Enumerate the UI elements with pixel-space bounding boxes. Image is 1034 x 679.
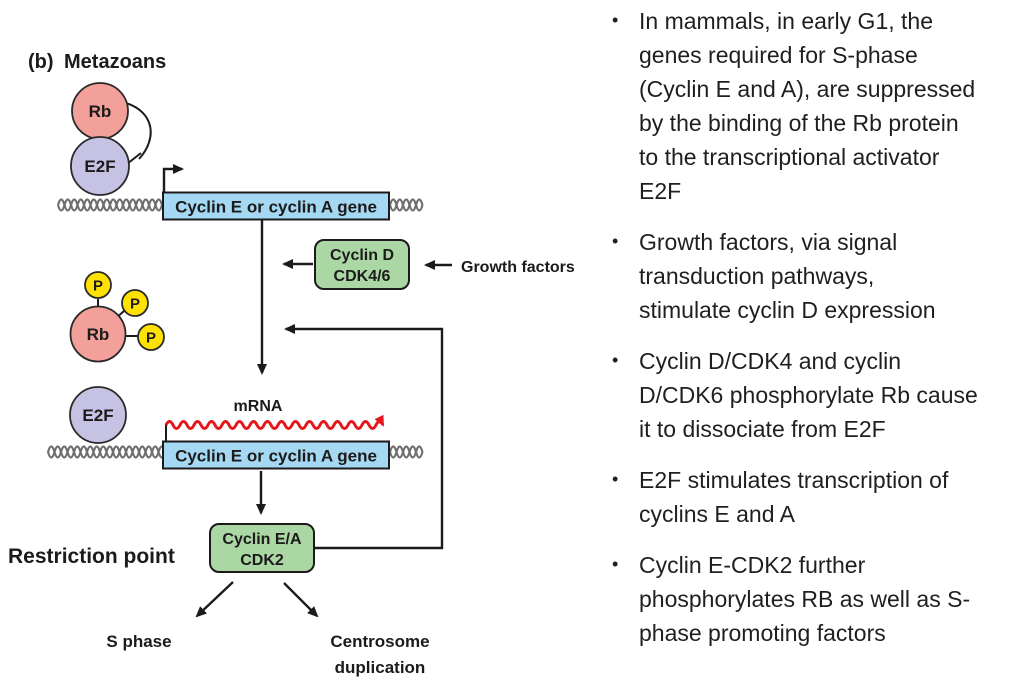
arrow-to-s-phase	[197, 582, 233, 616]
bullet-dot: •	[612, 350, 619, 370]
bullet-text-line: genes required for S-phase	[639, 42, 918, 68]
bullet-dot: •	[612, 469, 619, 489]
bullet-text-line: Cyclin D/CDK4 and cyclin	[639, 348, 902, 374]
centrosome-label-line1: Centrosome	[330, 632, 430, 651]
centrosome-label-line2: duplication	[334, 658, 426, 677]
phospho-rb-group	[71, 272, 165, 362]
bullet-text-line: to the transcriptional activator	[639, 144, 940, 170]
rb-inhibition-curve	[126, 103, 151, 159]
e2f-bound-label: E2F	[84, 157, 116, 176]
panel-label: (b)	[28, 51, 54, 73]
notes-panel	[610, 4, 1034, 667]
bullet-text-line: stimulate cyclin D expression	[639, 297, 936, 323]
transcription-start-arrow	[164, 169, 182, 192]
feedback-arrow	[286, 329, 442, 548]
bullet-dot: •	[612, 231, 619, 251]
cdk46-label: CDK4/6	[333, 268, 391, 285]
growth-factors-label: Growth factors	[461, 259, 575, 276]
bullet-dot: •	[612, 554, 619, 574]
restriction-point-label: Restriction point	[8, 545, 175, 568]
bullet-dot: •	[612, 10, 619, 30]
bullet-text-line: Growth factors, via signal	[639, 229, 898, 255]
phosphate-label-1: P	[92, 277, 104, 295]
bullet-item-1	[610, 4, 1034, 208]
bullet-text-line: In mammals, in early G1, the	[639, 8, 933, 34]
bullet-text-line: cyclins E and A	[639, 501, 795, 527]
bullet-text-line: by the binding of the Rb protein	[639, 110, 959, 136]
gene-box-top-label: Cyclin E or cyclin A gene	[175, 197, 377, 217]
bullet-text-line: phase promoting factors	[639, 620, 886, 646]
phosphate-label-2: P	[129, 295, 141, 313]
bullet-text-line: transduction pathways,	[639, 263, 875, 289]
gene-box-bottom-label: Cyclin E or cyclin A gene	[175, 446, 377, 466]
panel-title: Metazoans	[64, 51, 167, 73]
cdk2-label: CDK2	[240, 552, 284, 569]
mrna-label: mRNA	[233, 398, 283, 415]
bullet-text-line: D/CDK6 phosphorylate Rb cause	[639, 382, 978, 408]
cyclin-ea-label: Cyclin E/A	[222, 531, 302, 548]
rb-phospho-label: Rb	[86, 325, 110, 344]
bullet-item-2	[610, 225, 1034, 327]
bullet-text-line: it to dissociate from E2F	[639, 416, 886, 442]
arrow-to-centrosome	[284, 583, 317, 616]
e2f-free-label: E2F	[82, 406, 114, 425]
mrna-wavy-arrow	[166, 422, 383, 429]
bullet-item-3	[610, 344, 1034, 446]
bullet-item-5	[610, 548, 1034, 650]
bullet-text-line: E2F stimulates transcription of	[639, 467, 949, 493]
s-phase-label: S phase	[106, 632, 172, 651]
bullet-text-line: Cyclin E-CDK2 further	[639, 552, 866, 578]
bullet-item-4	[610, 463, 1034, 531]
bullet-text-line: E2F	[639, 178, 682, 204]
bullet-text-line: (Cyclin E and A), are suppressed	[639, 76, 976, 102]
cyclin-d-label: Cyclin D	[329, 247, 395, 264]
phosphate-label-3: P	[145, 329, 157, 347]
bullet-text-line: phosphorylates RB as well as S-	[639, 586, 971, 612]
rb-protein-label: Rb	[88, 102, 112, 121]
